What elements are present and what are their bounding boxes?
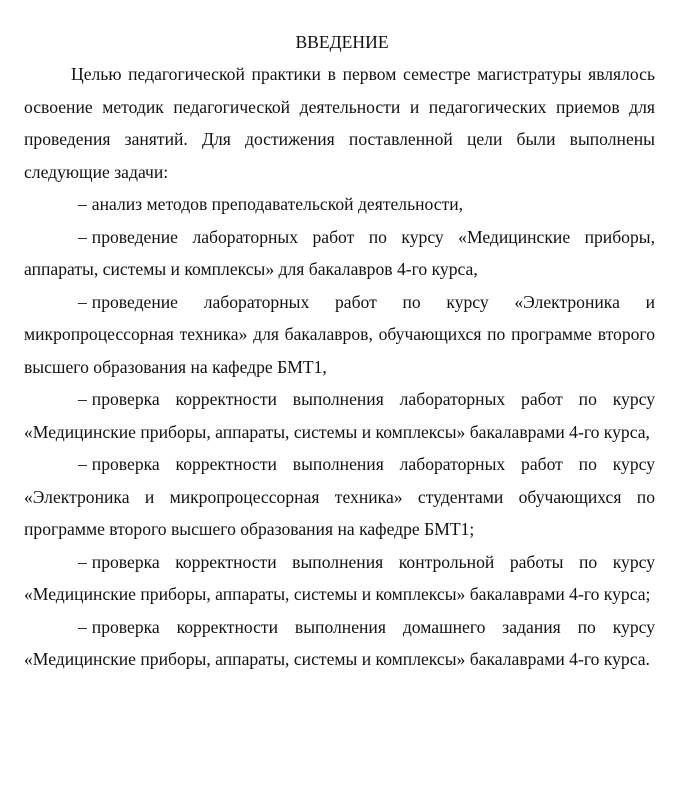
list-item: [24, 546, 655, 611]
list-item: [24, 448, 655, 546]
list-item: [24, 383, 655, 448]
dash-marker: –: [78, 389, 87, 409]
list-item-text: анализ методов преподавательской деятельности,: [91, 194, 464, 214]
dash-marker: –: [78, 226, 87, 247]
list-item-text: проверка корректности выполнения лабораторных работ по курсу «Электроника и микропроцессорная техника» студентами обучающихся по программе второго высшего образования на кафедре БМТ1;: [24, 454, 655, 539]
list-item-text: проведение лабораторных работ по курсу «Медицинские приборы, аппараты, системы и комплексы» для бакалавров 4-го курса,: [24, 226, 655, 279]
dash-marker: –: [78, 551, 87, 572]
dash-marker: –: [78, 454, 87, 474]
list-item: [24, 286, 655, 384]
list-item: [24, 188, 655, 221]
list-item-text: проверка корректности выполнения лабораторных работ по курсу «Медицинские приборы, аппараты, системы и комплексы» бакалаврами 4-го курса,: [24, 389, 655, 442]
list-item-text: проведение лабораторных работ по курсу «Электроника и микропроцессорная техника» для бакалавров, обучающихся по программе второго высшего образования на кафедре БМТ1,: [24, 291, 655, 377]
list-item-text: проверка корректности выполнения домашнего задания по курсу «Медицинские приборы, аппараты, системы и комплексы» бакалаврами 4-го курса.: [24, 616, 655, 669]
dash-marker: –: [78, 194, 87, 214]
intro-paragraph: Целью педагогической практики в первом семестре магистратуры являлось освоение методик педагогической деятельности и педагогических приемов для проведения занятий. Для достижения поставленной цели были выполнены следующие задачи:: [24, 64, 655, 182]
document-body: [24, 58, 655, 676]
list-item: [24, 221, 655, 286]
document-title: ВВЕДЕНИЕ: [295, 32, 389, 52]
dash-marker: –: [78, 291, 87, 312]
list-item: [24, 611, 655, 676]
dash-marker: –: [78, 616, 87, 637]
list-item-text: проверка корректности выполнения контрольной работы по курсу «Медицинские приборы, аппараты, системы и комплексы» бакалаврами 4-го курса;: [24, 551, 655, 604]
